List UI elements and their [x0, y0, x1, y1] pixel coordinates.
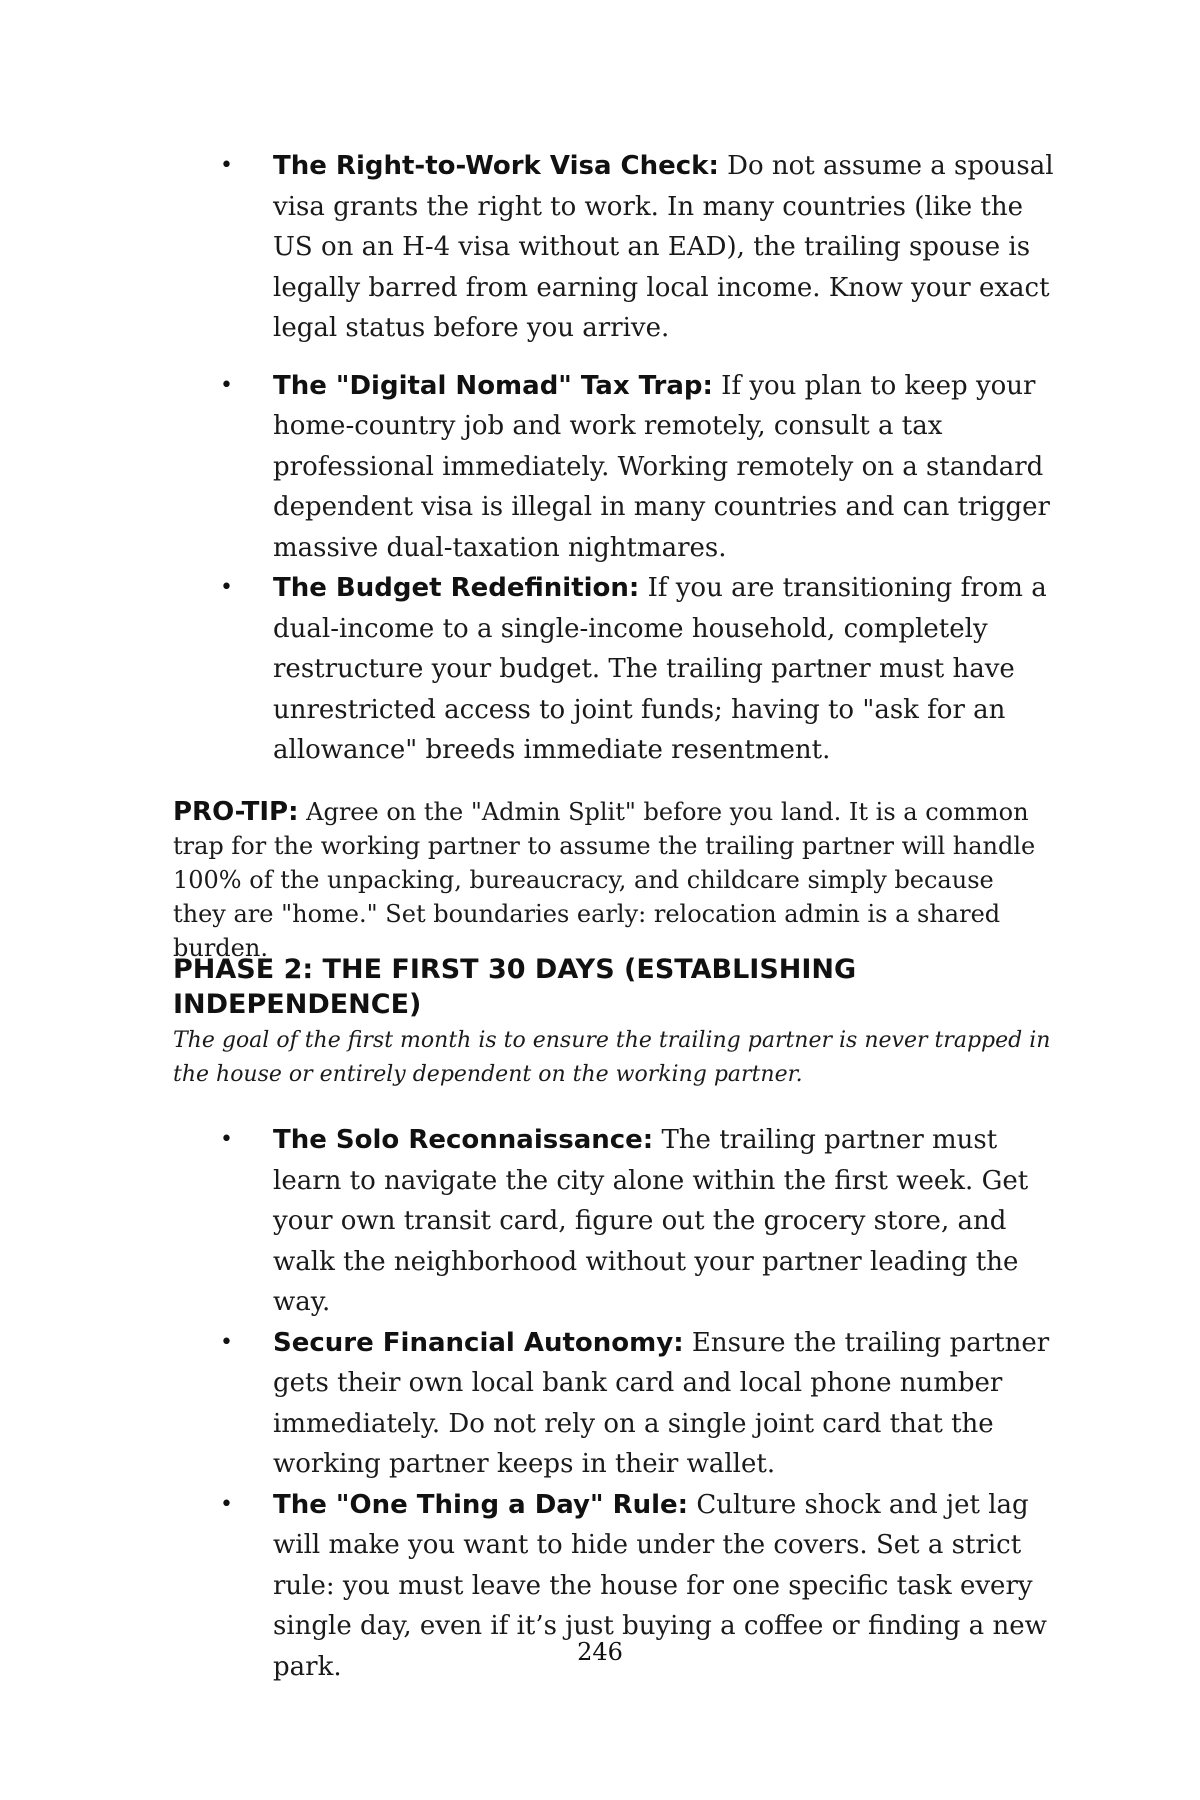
list-item: [220, 1323, 1060, 1485]
bullet-icon: •: [220, 1329, 233, 1355]
bullet-title: The "One Thing a Day" Rule:: [273, 1489, 689, 1520]
page-number: 246: [577, 1638, 623, 1666]
section-intro: The goal of the first month is to ensure the trailing partner is never trapped in the house or entirely dependent on the working partner.: [173, 1028, 1051, 1087]
list-item: [220, 1120, 1060, 1323]
bullet-title: Secure Financial Autonomy:: [273, 1327, 684, 1358]
bullet-title: The "Digital Nomad" Tax Trap:: [273, 370, 713, 401]
bullet-text: The trailing partner must learn to navigate the city alone within the first week. Get your own transit card, figure out the grocery store, and walk the neighborhood without your partner leading the way.: [273, 1125, 1029, 1317]
bullet-icon: •: [220, 372, 233, 398]
bullet-title: The Right-to-Work Visa Check:: [273, 151, 719, 181]
pro-tip-callout: [173, 795, 1053, 965]
bullet-title: The Budget Redefinition:: [273, 573, 640, 603]
pro-tip-text: Agree on the "Admin Split" before you land. It is a common trap for the working partner to assume the trailing partner will handle 100% of the unpacking, bureaucracy, and childcare simply because they are "home." Set boundaries early: relocation admin is a shared burden.: [173, 798, 1036, 962]
bullet-icon: •: [220, 1491, 233, 1517]
bullet-text: If you plan to keep your home-country job and work remotely, consult a tax professional immediately. Working remotely on a standard dependent visa is illegal in many countries and can trigger massive dual-taxation nightmares.: [273, 370, 1050, 563]
bullet-text: Do not assume a spousal visa grants the right to work. In many countries (like the US on an H-4 visa without an EAD), the trailing spouse is legally barred from earning local income. Know your exact legal status before you arrive.: [273, 151, 1054, 343]
bullet-text: If you are transitioning from a dual-income to a single-income household, completely restructure your budget. The trailing partner must have unrestricted access to joint funds; having to "ask for an allowance" breeds immediate resentment.: [273, 573, 1047, 765]
list-item: [220, 568, 1060, 771]
pro-tip-label: PRO-TIP:: [173, 797, 299, 827]
section-heading: PHASE 2: THE FIRST 30 DAYS (ESTABLISHING INDEPENDENCE): [173, 954, 857, 1020]
first-30-days-bullet-list: [220, 1120, 1060, 1687]
list-item: [220, 146, 1060, 349]
list-item: [220, 366, 1060, 569]
bullet-text: Culture shock and jet lag will make you want to hide under the covers. Set a strict rule: you must leave the house for one specific task every single day, even if it’s just buying a coffee or finding a new park.: [273, 1489, 1047, 1682]
bullet-text: Ensure the trailing partner gets their own local bank card and local phone number immediately. Do not rely on a single joint card that the working partner keeps in their wallet.: [273, 1327, 1050, 1479]
bullet-icon: •: [220, 1127, 233, 1152]
visa-budget-bullet-list: [220, 146, 1060, 771]
bullet-title: The Solo Reconnaissance:: [273, 1125, 654, 1155]
bullet-icon: •: [220, 575, 233, 600]
bullet-icon: •: [220, 153, 233, 178]
